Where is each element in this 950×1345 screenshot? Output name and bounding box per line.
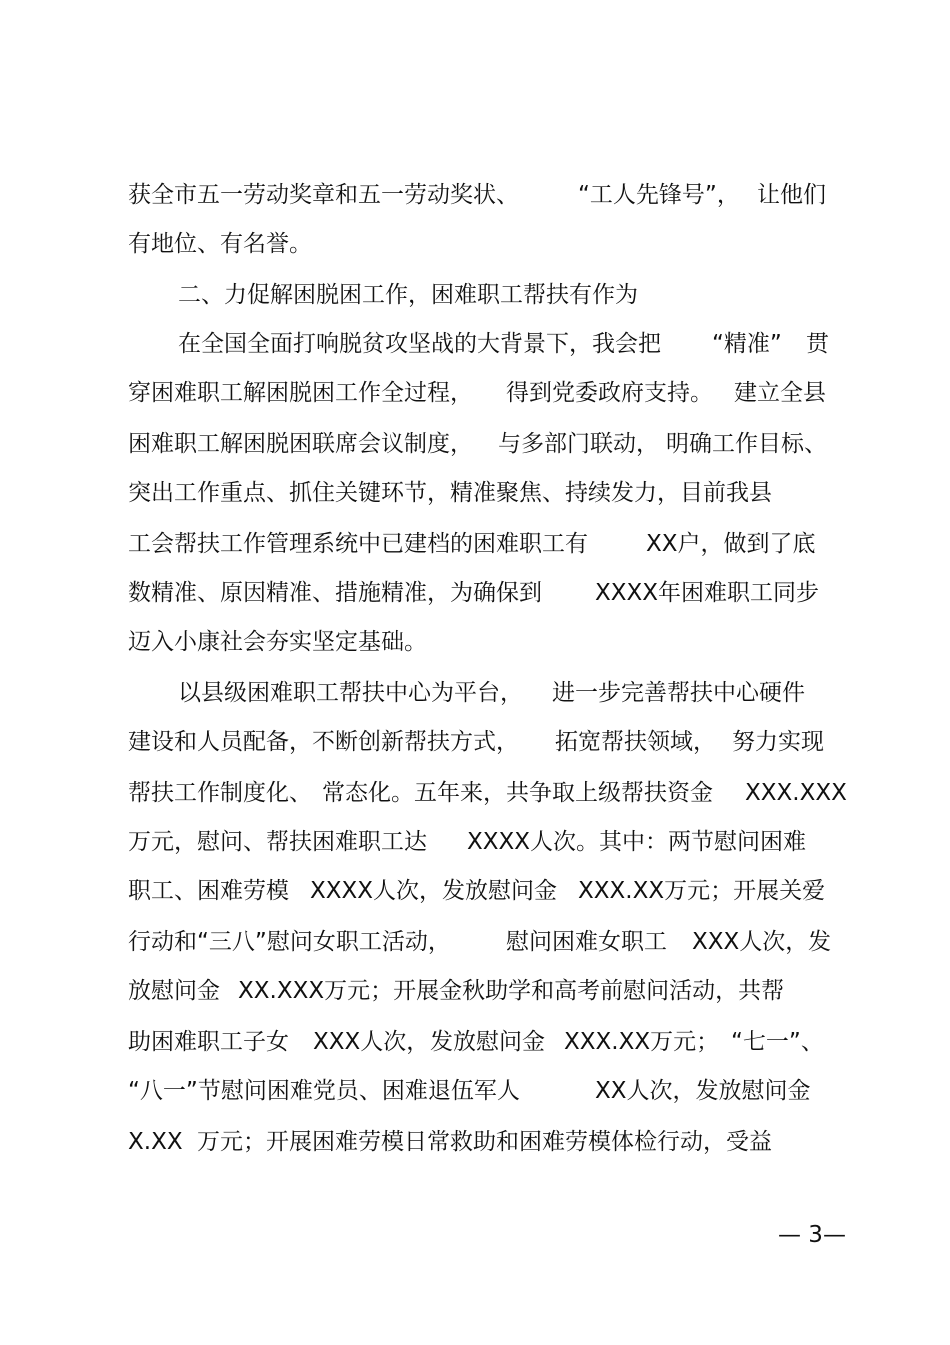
section-heading <box>0 275 950 315</box>
text-segment: XXXX年困难职工同步 <box>595 580 820 606</box>
text-line <box>0 971 950 1011</box>
text-segment: 万元，慰问、帮扶困难职工达 <box>128 829 427 855</box>
text-segment: 放慰问金 <box>128 978 220 1004</box>
text-segment: “精准” <box>712 331 782 357</box>
text-line <box>0 524 950 564</box>
text-segment: 建立全县 <box>734 380 826 406</box>
text-line <box>0 722 950 762</box>
text-segment: XXX.XX万元； <box>564 1029 720 1055</box>
text-segment: 慰问困难女职工 <box>506 929 667 955</box>
text-segment: 工会帮扶工作管理系统中已建档的困难职工有 <box>128 531 588 557</box>
text-segment: 明确工作目标、 <box>666 431 827 457</box>
text-line <box>0 224 950 264</box>
text-segment: 以县级困难职工帮扶中心为平台， <box>178 680 523 706</box>
text-segment: XXX人次， <box>692 929 809 955</box>
text-line <box>0 773 950 813</box>
text-line <box>0 673 950 713</box>
text-segment: 有地位、有名誉。 <box>128 231 312 257</box>
text-segment: 穿困难职工解困脱困工作全过程， <box>128 380 473 406</box>
text-segment: 发放慰问金 <box>430 1029 545 1055</box>
text-segment: 常态化。五年来，共争取上级帮扶资金 <box>322 780 713 806</box>
text-line <box>0 1122 950 1162</box>
text-line <box>0 1022 950 1062</box>
text-line <box>0 373 950 413</box>
text-segment: 助困难职工子女 <box>128 1029 289 1055</box>
text-line <box>0 324 950 364</box>
text-segment: XXXX人次。其中：两节慰问困难 <box>467 829 807 855</box>
text-segment: 发 <box>808 929 831 955</box>
text-segment: “工人先锋号”， <box>578 182 740 208</box>
text-segment: X.XX <box>128 1129 183 1155</box>
text-segment: 突出工作重点、抓住关键环节，精准聚焦、持续发力，目前我县 <box>128 480 772 506</box>
text-segment: XX户，做到了底 <box>646 531 816 557</box>
page-number: — 3— <box>778 1222 846 1248</box>
text-segment: 建设和人员配备，不断创新帮扶方式， <box>128 729 519 755</box>
text-segment: 迈入小康社会夯实坚定基础。 <box>128 629 427 655</box>
text-segment: 困难职工解困脱困联席会议制度， <box>128 431 473 457</box>
text-segment: XXXX人次，发放慰问金 <box>310 878 558 904</box>
text-line <box>0 175 950 215</box>
text-line <box>0 573 950 613</box>
text-line <box>0 822 950 862</box>
text-segment: “七一”、 <box>731 1029 824 1055</box>
text-segment: 帮扶工作制度化、 <box>128 780 312 806</box>
text-segment: 职工、困难劳模 <box>128 878 289 904</box>
text-segment: 努力实现 <box>732 729 824 755</box>
text-segment: XXX.XXX <box>745 780 847 806</box>
text-line <box>0 922 950 962</box>
text-segment: 在全国全面打响脱贫攻坚战的大背景下，我会把 <box>178 331 661 357</box>
text-segment: 贯 <box>806 331 829 357</box>
text-segment: “八一”节慰问困难党员、困难退伍军人 <box>128 1078 520 1104</box>
text-segment: XX人次，发放慰问金 <box>595 1078 811 1104</box>
text-segment: 得到党委政府支持。 <box>506 380 713 406</box>
text-segment: 获全市五一劳动奖章和五一劳动奖状、 <box>128 182 519 208</box>
text-segment: 万元；开展困难劳模日常救助和困难劳模体检行动，受益 <box>197 1129 772 1155</box>
text-line <box>0 622 950 662</box>
text-line <box>0 1071 950 1111</box>
text-segment: XXX.XX万元；开展关爱 <box>578 878 826 904</box>
text-segment: 拓宽帮扶领域， <box>555 729 716 755</box>
text-line <box>0 424 950 464</box>
text-line <box>0 473 950 513</box>
text-segment: 行动和“三八”慰问女职工活动， <box>128 929 451 955</box>
text-line <box>0 871 950 911</box>
text-segment: 与多部门联动， <box>498 431 659 457</box>
text-segment: XXX人次， <box>313 1029 430 1055</box>
text-segment: 进一步完善帮扶中心硬件 <box>552 680 805 706</box>
text-segment: 让他们 <box>757 182 826 208</box>
text-segment: 数精准、原因精准、措施精准，为确保到 <box>128 580 542 606</box>
text-segment: XX.XXX万元；开展金秋助学和高考前慰问活动，共帮 <box>238 978 785 1004</box>
text-segment: 二、力促解困脱困工作，困难职工帮扶有作为 <box>178 282 638 308</box>
